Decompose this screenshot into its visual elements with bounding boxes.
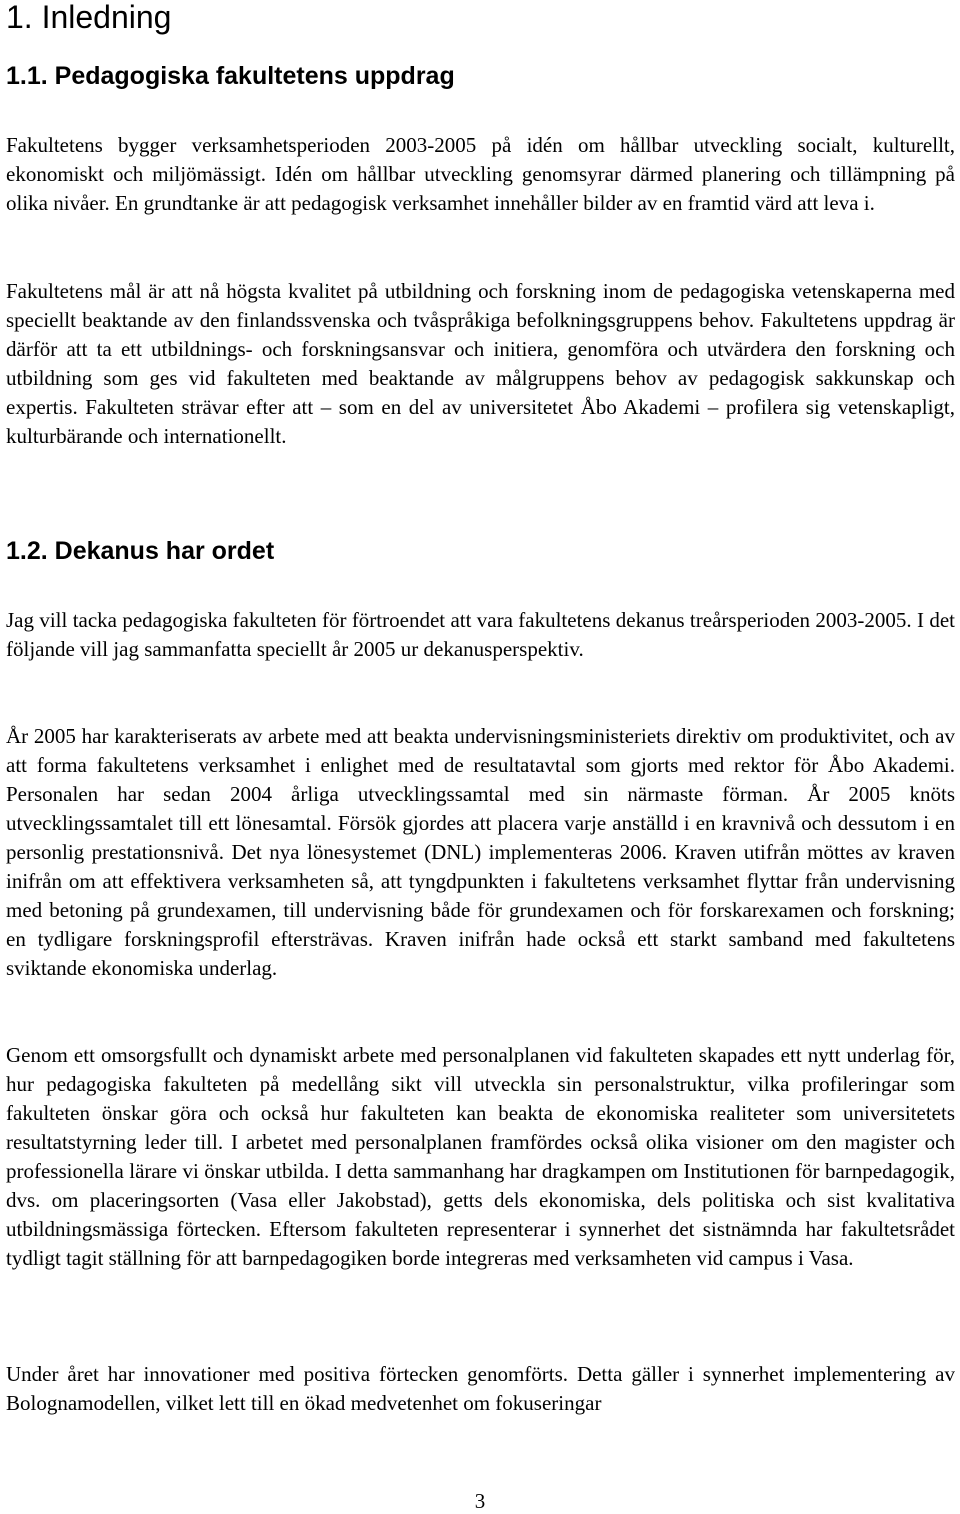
page-number: 3	[474, 1489, 486, 1513]
paragraph-text: År 2005 har karakteriserats av arbete med att beakta undervisningsministeriets direktiv om produktivitet, och av att forma fakultetens verksamhet i enlighet med de resultatavtal som gjorts med rektor för Åbo Akademi. Personalen har sedan 2004 årliga utvecklingssamtal med sin närmaste förman. År 2005 knöts utvecklingssamtalet till ett lönesamtal. Försök gjordes att placera varje anställd i en kravnivå och dessutom i en personlig prestationsnivå. Det nya lönesystemet (DNL) implementeras 2006. Kraven utifrån möttes av kraven inifrån om att effektivera verksamheten så, att tyngdpunkten i fakultetens verksamhet flyttar från undervisning med betoning på grundexamen, till undervisning både för grundexamen och för forskarexamen och forskning; en tydligare forskningsprofil eftersträvas. Kraven inifrån hade också ett starkt samband med fakultetens sviktande ekonomiska underlag.	[6, 724, 955, 980]
section-heading-1-2: 1.2. Dekanus har ordet	[6, 537, 275, 565]
paragraph-1-1-a	[6, 131, 955, 218]
paragraph-1-2-b	[6, 722, 955, 983]
paragraph-1-2-d	[6, 1360, 955, 1418]
paragraph-1-2-a	[6, 606, 955, 664]
paragraph-text: Jag vill tacka pedagogiska fakulteten för förtroendet att vara fakultetens dekanus treårsperioden 2003-2005. I det följande vill jag sammanfatta speciellt år 2005 ur dekanusperspektiv.	[6, 608, 955, 661]
paragraph-1-2-c	[6, 1041, 955, 1273]
paragraph-text: Fakultetens bygger verksamhetsperioden 2003-2005 på idén om hållbar utveckling socialt, kulturellt, ekonomiskt och miljömässigt. Idén om hållbar utveckling genomsyrar därmed planering och tillämpning på olika nivåer. En grundtanke är att pedagogisk verksamhet innehåller bilder av en framtid värd att leva i.	[6, 133, 955, 215]
paragraph-text: Under året har innovationer med positiva förtecken genomförts. Detta gäller i synnerhet implementering av Bolognamodellen, vilket lett till en ökad medvetenhet om fokuseringar	[6, 1362, 955, 1415]
paragraph-text: Fakultetens mål är att nå högsta kvalitet på utbildning och forskning inom de pedagogiska vetenskaperna med speciellt beaktande av den finlandssvenska och tvåspråkiga befolkningsgruppens behov. Fakultetens uppdrag är därför att ta ett utbildnings- och forskningsansvar och initiera, genomföra och utvärdera den forskning och utbildning som ges vid fakulteten med beaktande av målgruppens behov av pedagogisk sakkunskap och expertis. Fakulteten strävar efter att – som en del av universitetet Åbo Akademi – profilera sig vetenskapligt, kulturbärande och internationellt.	[6, 279, 955, 448]
section-heading-1-1: 1.1. Pedagogiska fakultetens uppdrag	[6, 62, 455, 90]
chapter-heading: 1. Inledning	[6, 0, 172, 35]
paragraph-1-1-b	[6, 277, 955, 451]
paragraph-text: Genom ett omsorgsfullt och dynamiskt arbete med personalplanen vid fakulteten skapades ett nytt underlag för, hur pedagogiska fakulteten på medellång sikt vill utveckla sin personalstruktur, vilka profileringar som fakulteten önskar göra och också hur fakulteten kan beakta de ekonomiska realiteter som universitetets resultatstyrning leder till. I arbetet med personalplanen framfördes också olika visioner om den magister och professionella lärare vi önskar utbilda. I detta sammanhang har dragkampen om Institutionen för barnpedagogik, dvs. om placeringsorten (Vasa eller Jakobstad), getts dels ekonomiska, dels politiska och sist kvalitativa utbildningsmässiga förtecken. Eftersom fakulteten representerar i synnerhet det sistnämnda har fakultetsrådet tydligt tagit ställning för att barnpedagogiken borde integreras med verksamheten vid campus i Vasa.	[6, 1043, 955, 1270]
